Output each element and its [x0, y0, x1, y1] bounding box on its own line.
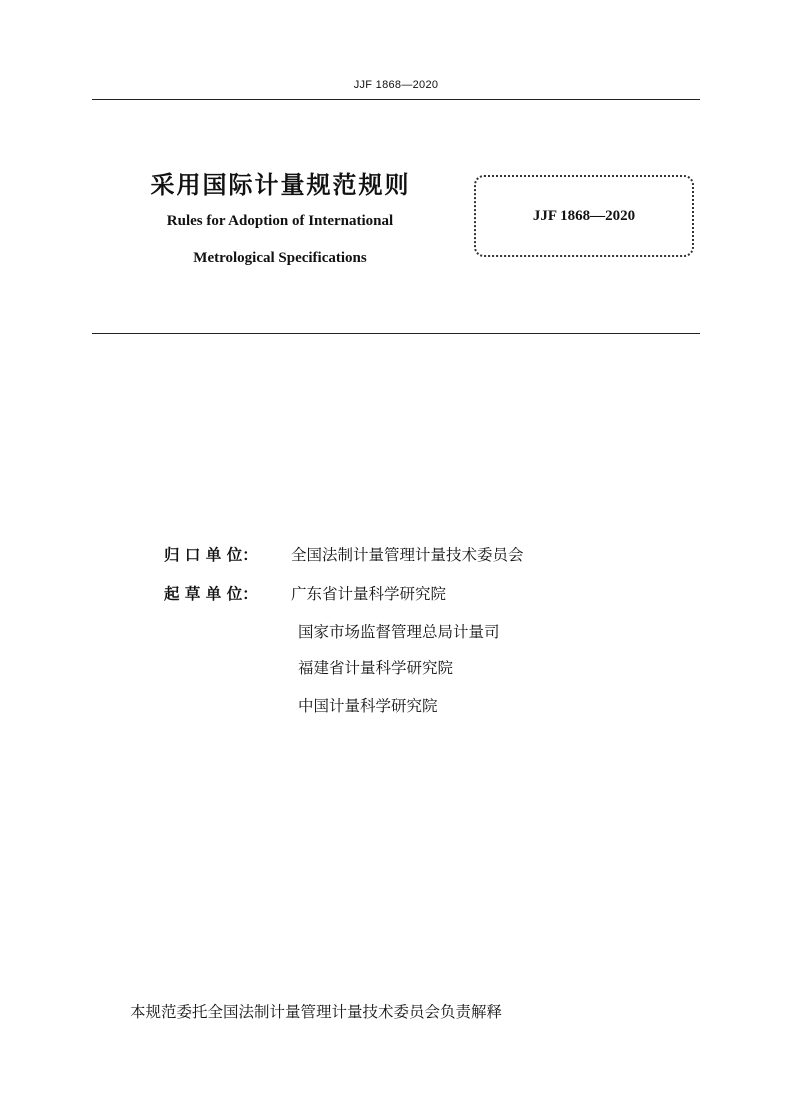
title-chinese: 采用国际计量规范规则	[150, 171, 411, 199]
drafting-unit-item: 国家市场监督管理总局计量司	[298, 623, 500, 641]
header-rule	[92, 99, 700, 100]
responsible-unit-value: 全国法制计量管理计量技术委员会	[291, 546, 524, 564]
drafting-unit-item: 广东省计量科学研究院	[291, 585, 447, 603]
drafting-unit-item: 中国计量科学研究院	[298, 697, 438, 715]
title-english-line2: Metrological Specifications	[193, 250, 367, 266]
interpretation-note: 本规范委托全国法制计量管理计量技术委员会负责解释	[130, 1003, 503, 1021]
drafting-unit-row	[164, 582, 446, 604]
standard-code-box-text: JJF 1868—2020	[532, 207, 636, 224]
drafting-unit-label: 起 草 单 位：	[164, 585, 258, 603]
drafting-unit-item: 福建省计量科学研究院	[298, 659, 454, 677]
title-divider-rule	[92, 333, 700, 334]
standard-code-box	[474, 175, 694, 257]
responsible-unit-row	[164, 543, 524, 565]
responsible-unit-label: 归 口 单 位：	[164, 546, 258, 564]
title-english-line1: Rules for Adoption of International	[166, 213, 394, 229]
header-standard-code: JJF 1868—2020	[353, 79, 439, 91]
